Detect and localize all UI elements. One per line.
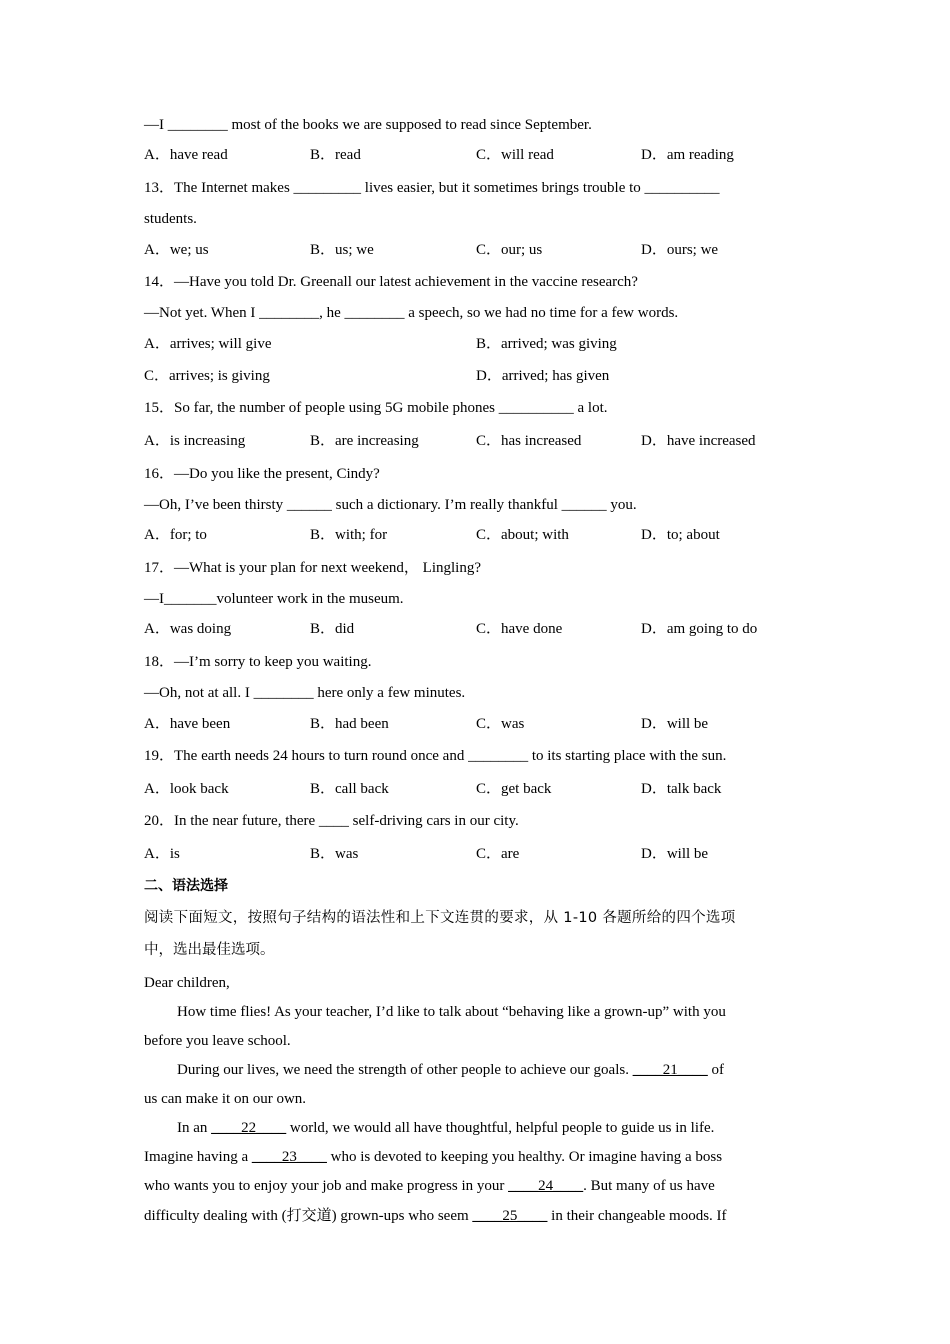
blank-23: ____23____ (251, 1149, 327, 1165)
q19-option-a: A．look back (144, 781, 229, 797)
section-instructions-cont: 中，选出最佳选项。 (144, 942, 275, 958)
q17-stem: 17．—What is your plan for next weekend， Lingling? (144, 560, 482, 576)
q15-option-d: D．have increased (641, 433, 756, 449)
q16-option-a: A．for; to (144, 527, 207, 543)
paragraph-3-line-1 (177, 1118, 714, 1138)
paragraph-3-text: in their changeable moods. If (551, 1208, 727, 1224)
paragraph-3-text: who is devoted to keeping you healthy. Or imagine having a boss (330, 1149, 723, 1165)
paragraph-3-text: who wants you to enjoy your job and make progress in your (144, 1178, 505, 1194)
q18-option-a: A．have been (144, 716, 231, 732)
blank-22: ____22____ (211, 1120, 287, 1136)
q17-option-a: A．was doing (144, 621, 232, 637)
paragraph-2-text: During our lives, we need the strength of other people to achieve our goals. (177, 1062, 629, 1078)
paragraph-3-text: . But many of us have (583, 1178, 715, 1194)
q17-option-c: C．have done (476, 621, 563, 637)
q17-stem-cont: —I_______volunteer work in the museum. (144, 591, 404, 607)
q14-option-c: C．arrives; is giving (144, 368, 270, 384)
paragraph-3-line-3 (144, 1176, 715, 1196)
q12-option-c: C．will read (476, 147, 554, 163)
letter-greeting: Dear children, (144, 975, 230, 991)
q14-option-d: D．arrived; has given (476, 368, 610, 384)
paragraph-3-text: difficulty dealing with (打交道) grown-ups who seem (144, 1208, 469, 1224)
q13-stem: 13．The Internet makes _________ lives easier, but it sometimes brings trouble to __________ (144, 180, 720, 196)
q13-option-a: A．we; us (144, 242, 209, 258)
q14-stem: 14．—Have you told Dr. Greenall our latest achievement in the vaccine research? (144, 274, 638, 290)
q12-option-b: B．read (310, 147, 361, 163)
q13-option-d: D．ours; we (641, 242, 719, 258)
q20-option-b: B．was (310, 846, 359, 862)
paragraph-3-text: In an (177, 1120, 208, 1136)
paragraph-1-cont: before you leave school. (144, 1033, 291, 1049)
q12-option-d: D．am reading (641, 147, 734, 163)
q14-option-b: B．arrived; was giving (476, 336, 617, 352)
q20-option-c: C．are (476, 846, 520, 862)
q17-option-b: B．did (310, 621, 355, 637)
q16-stem-cont: —Oh, I’ve been thirsty ______ such a dictionary. I’m really thankful ______ you. (144, 497, 637, 513)
q20-option-d: D．will be (641, 846, 709, 862)
paragraph-2 (177, 1060, 724, 1080)
section-heading: 二、语法选择 (144, 878, 228, 894)
section-instructions: 阅读下面短文，按照句子结构的语法性和上下文连贯的要求，从 1-10 各题所给的四个选项 (144, 910, 736, 926)
q12-line: —I ________ most of the books we are supposed to read since September. (144, 117, 592, 133)
q13-option-b: B．us; we (310, 242, 374, 258)
blank-25: ____25____ (472, 1208, 548, 1224)
q14-stem-cont: —Not yet. When I ________, he ________ a speech, so we had no time for a few words. (144, 305, 679, 321)
q16-option-b: B．with; for (310, 527, 388, 543)
q14-option-a: A．arrives; will give (144, 336, 272, 352)
q19-option-c: C．get back (476, 781, 552, 797)
paragraph-3-line-4 (144, 1206, 727, 1226)
q17-option-d: D．am going to do (641, 621, 758, 637)
q15-option-a: A．is increasing (144, 433, 246, 449)
paragraph-3-text: world, we would all have thoughtful, helpful people to guide us in life. (289, 1120, 715, 1136)
q18-option-b: B．had been (310, 716, 389, 732)
q13-option-c: C．our; us (476, 242, 543, 258)
q18-option-c: C．was (476, 716, 525, 732)
paragraph-3-text: Imagine having a (144, 1149, 249, 1165)
paragraph-3-line-2 (144, 1147, 722, 1167)
q19-option-d: D．talk back (641, 781, 722, 797)
q18-stem-cont: —Oh, not at all. I ________ here only a few minutes. (144, 685, 466, 701)
q16-option-d: D．to; about (641, 527, 720, 543)
paragraph-2-end: of (711, 1062, 724, 1078)
q15-stem: 15．So far, the number of people using 5G mobile phones __________ a lot. (144, 400, 608, 416)
q20-stem: 20．In the near future, there ____ self-driving cars in our city. (144, 813, 519, 829)
q19-stem: 19．The earth needs 24 hours to turn round once and ________ to its starting place with the sun. (144, 748, 727, 764)
q18-option-d: D．will be (641, 716, 709, 732)
q12-option-a: A．have read (144, 147, 228, 163)
q16-stem: 16．—Do you like the present, Cindy? (144, 466, 380, 482)
blank-21: ____21____ (632, 1062, 708, 1078)
q19-option-b: B．call back (310, 781, 389, 797)
paragraph-1: How time flies! As your teacher, I’d like to talk about “behaving like a grown-up” with you (177, 1004, 726, 1020)
q15-option-b: B．are increasing (310, 433, 419, 449)
q15-option-c: C．has increased (476, 433, 582, 449)
q20-option-a: A．is (144, 846, 180, 862)
paragraph-2-cont: us can make it on our own. (144, 1091, 307, 1107)
blank-24: ____24____ (508, 1178, 584, 1194)
q18-stem: 18．—I’m sorry to keep you waiting. (144, 654, 372, 670)
q13-stem-cont: students. (144, 211, 197, 227)
q16-option-c: C．about; with (476, 527, 569, 543)
